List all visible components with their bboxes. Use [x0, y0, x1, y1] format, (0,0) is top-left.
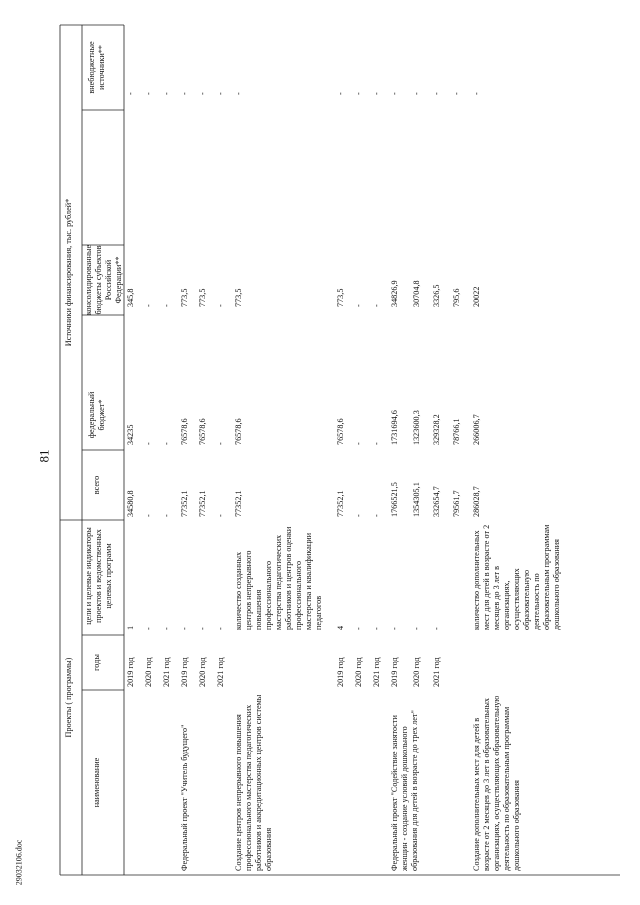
cell-extra: - — [126, 92, 135, 95]
cell-total: - — [162, 514, 171, 517]
cell-name — [372, 691, 390, 871]
cell-target: - — [144, 627, 153, 630]
cell-consolidated: - — [162, 304, 171, 307]
cell-total: - — [144, 514, 153, 517]
cell-target: - — [198, 627, 207, 630]
cell-name — [354, 691, 372, 871]
cell-consolidated: 3326,5 — [432, 284, 441, 307]
cell-federal: - — [354, 442, 363, 445]
cell-federal: 266006,7 — [472, 414, 481, 445]
cell-federal: - — [372, 442, 381, 445]
cell-consolidated: 773,5 — [198, 288, 207, 307]
cell-name — [162, 691, 180, 871]
cell-federal: 76578,6 — [198, 418, 207, 445]
header-name: наименование — [92, 757, 101, 808]
cell-consolidated: 30704,8 — [412, 280, 421, 307]
cell-federal: 76578,6 — [234, 418, 243, 445]
cell-total: 1766521,5 — [390, 482, 399, 517]
cell-extra: - — [162, 92, 171, 95]
cell-target: - — [390, 627, 399, 630]
cell-target — [452, 522, 472, 630]
cell-target: - — [432, 627, 441, 630]
header-years: годы — [92, 654, 101, 671]
cell-name — [336, 691, 354, 871]
cell-year: 2019 год — [336, 657, 345, 687]
header-extrabudget: внебюджетные источники** — [87, 41, 106, 94]
cell-extra: - — [432, 92, 441, 95]
cell-extra: - — [336, 92, 345, 95]
cell-name — [412, 691, 432, 871]
cell-name: Федеральный проект "Учитель будущего" — [180, 724, 189, 871]
cell-target: 1 — [126, 625, 135, 630]
cell-year: 2019 год — [180, 657, 189, 687]
cell-name — [432, 691, 452, 871]
cell-consolidated: 773,5 — [180, 288, 189, 307]
cell-federal: 1323600,3 — [412, 410, 421, 445]
cell-total: 77352,1 — [180, 490, 189, 517]
header-financing: Источники финансирования, тыс. рублей* — [64, 198, 73, 347]
cell-year: 2020 год — [198, 657, 207, 687]
header-projects: Проекты ( программы) — [64, 657, 73, 738]
cell-extra: - — [144, 92, 153, 95]
cell-target: количество дополнительных мест для детей в возрасте от 2 месяцев до 3 лет в организациях, осуществляющих образовательную деятельность по образовательным программам дошкольного образования — [472, 524, 561, 630]
cell-federal: 329328,2 — [432, 414, 441, 445]
cell-year: 2020 год — [144, 657, 153, 687]
cell-name: Федеральный проект "Содействие занятости женщин - создание условий дошкольного образования для детей в возрасте до трех лет" — [390, 710, 419, 871]
cell-extra: - — [180, 92, 189, 95]
header-federal: федеральный бюджет* — [87, 391, 106, 439]
cell-target: - — [412, 627, 421, 630]
cell-total: 34580,8 — [126, 490, 135, 517]
header-total: всего — [92, 475, 101, 495]
footer-filename: 29032106.doc — [14, 839, 24, 886]
cell-federal: - — [144, 442, 153, 445]
cell-extra: - — [354, 92, 363, 95]
cell-total: - — [216, 514, 225, 517]
cell-extra: - — [216, 92, 225, 95]
cell-extra: - — [412, 92, 421, 95]
cell-consolidated: - — [354, 304, 363, 307]
cell-total: 77352,1 — [234, 490, 243, 517]
cell-consolidated: 20022 — [472, 286, 481, 307]
cell-name — [452, 691, 472, 871]
cell-target: - — [162, 627, 171, 630]
cell-consolidated: 773,5 — [234, 288, 243, 307]
cell-year: 2020 год — [354, 657, 363, 687]
cell-total: 79561,7 — [452, 490, 461, 517]
cell-total: - — [354, 514, 363, 517]
cell-extra: - — [472, 92, 481, 95]
cell-total: 1354305,1 — [412, 482, 421, 517]
cell-year: 2021 год — [216, 657, 225, 687]
page-number: 81 — [36, 449, 52, 463]
cell-name: Создание центров непрерывного повышения профессионального мастерства педагогических работников и аккредитационных центров системы образования — [234, 694, 273, 871]
cell-federal: - — [216, 442, 225, 445]
cell-year: 2019 год — [390, 657, 399, 687]
cell-extra: - — [390, 92, 399, 95]
cell-target: - — [372, 627, 381, 630]
cell-federal: 1731694,6 — [390, 410, 399, 445]
cell-consolidated: 773,5 — [336, 288, 345, 307]
cell-federal: 76578,6 — [336, 418, 345, 445]
cell-year — [234, 637, 336, 687]
cell-target: - — [354, 627, 363, 630]
cell-target: количество созданных центров непрерывного повышения профессионального мастерства педагогических работников и центров оценки профессионального мастерства и квалификации педагогов — [234, 526, 323, 630]
cell-total: - — [372, 514, 381, 517]
cell-target: 4 — [336, 625, 345, 630]
cell-extra: - — [234, 92, 243, 95]
cell-consolidated: 795,6 — [452, 288, 461, 307]
cell-name — [126, 691, 144, 871]
cell-federal: 76578,6 — [180, 418, 189, 445]
cell-federal: 34235 — [126, 424, 135, 445]
cell-year: 2020 год — [412, 657, 421, 687]
cell-federal: 78766,1 — [452, 418, 461, 445]
cell-name: Создание дополнительных мест для детей в возрасте от 2 месяцев до 3 лет в образовательных организациях, осуществляющих образовательную деятельность по образовательным программам дошкольного образования — [472, 695, 521, 871]
cell-consolidated: 345,8 — [126, 288, 135, 307]
financing-table — [60, 25, 620, 875]
cell-target: - — [216, 627, 225, 630]
cell-consolidated: - — [372, 304, 381, 307]
cell-name — [198, 691, 216, 871]
cell-extra: - — [372, 92, 381, 95]
cell-name — [144, 691, 162, 871]
cell-year: 2021 год — [372, 657, 381, 687]
cell-year — [452, 637, 472, 687]
cell-total: 77352,1 — [198, 490, 207, 517]
cell-name — [216, 691, 234, 871]
cell-total: 77352,1 — [336, 490, 345, 517]
cell-extra: - — [452, 92, 461, 95]
cell-total: 332654,7 — [432, 486, 441, 517]
header-targets: цели и целевые индикаторы проектов и ведомственных целевых программ — [84, 527, 113, 625]
cell-federal: - — [162, 442, 171, 445]
cell-consolidated: 34826,9 — [390, 280, 399, 307]
cell-extra: - — [198, 92, 207, 95]
cell-year — [472, 637, 582, 687]
cell-year: 2021 год — [162, 657, 171, 687]
cell-total: 286028,7 — [472, 486, 481, 517]
cell-target: - — [180, 627, 189, 630]
cell-consolidated: - — [216, 304, 225, 307]
header-consolidated: консолидированные бюджеты субъектов Российской Федерации** — [84, 244, 123, 315]
cell-year: 2019 год — [126, 657, 135, 687]
cell-consolidated: - — [144, 304, 153, 307]
cell-year: 2021 год — [432, 657, 441, 687]
